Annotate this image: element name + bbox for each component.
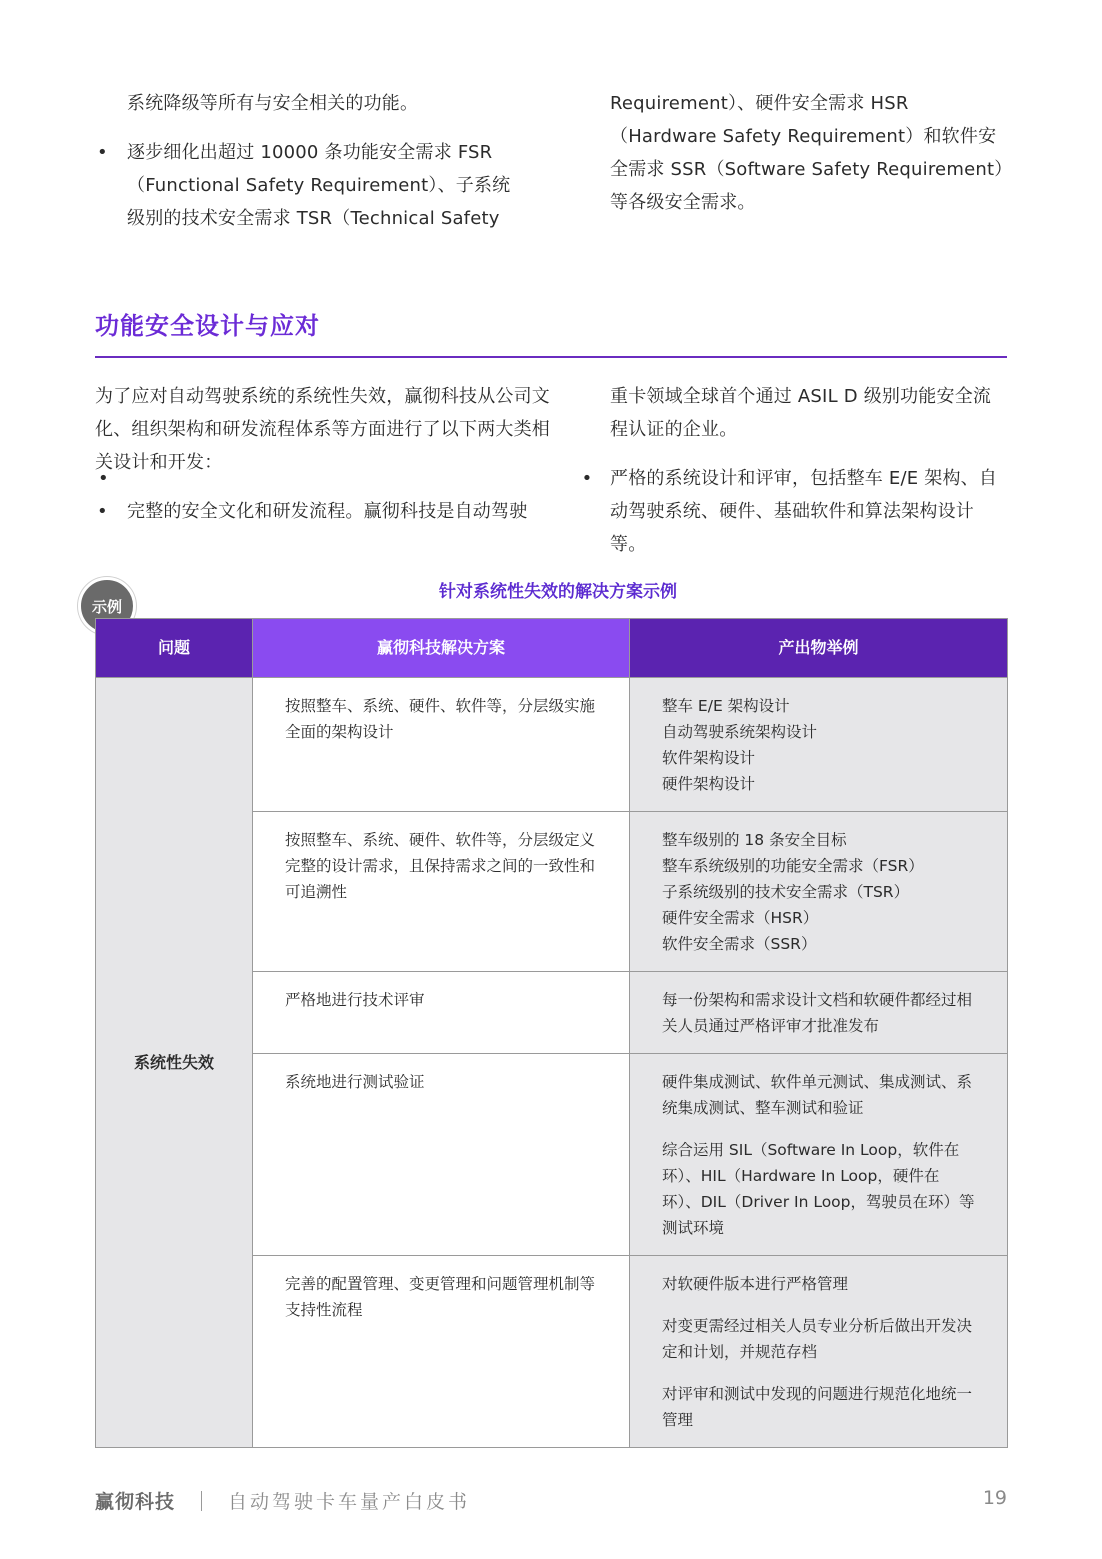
section-title: 功能安全设计与应对 [95,312,320,340]
output-item: 每一份架构和需求设计文档和软硬件都经过相关人员通过严格评审才批准发布 [662,991,973,1035]
top-right-column [610,87,1008,219]
output-item: 硬件安全需求（HSR） [662,909,819,927]
solution-cell: 按照整车、系统、硬件、软件等，分层级实施全面的架构设计 [253,678,630,812]
culture-bullet [95,495,555,528]
output-item: 软件架构设计 [662,749,756,767]
output-item: 对变更需经过相关人员专业分析后做出开发决定和计划，并规范存档 [662,1317,973,1361]
header-output: 产出物举例 [630,619,1008,678]
solution-cell: 完善的配置管理、变更管理和问题管理机制等支持性流程 [253,1256,630,1448]
bullet-dot: • [581,468,593,489]
output-item: 子系统级别的技术安全需求（TSR） [662,883,910,901]
footer [95,1487,470,1514]
header-solution: 赢彻科技解决方案 [253,619,630,678]
output-item: 整车 E/E 架构设计 [662,697,790,715]
fsr-bullet-text: 逐步细化出超过 10000 条功能安全需求 FSR（Functional Safety Requirement）、子系统级别的技术安全需求 TSR（Technical Safety [127,142,511,229]
solution-cell: 按照整车、系统、硬件、软件等，分层级定义完整的设计需求，且保持需求之间的一致性和可追溯性 [253,812,630,972]
page-number: 19 [982,1487,1007,1509]
header-issue: 问题 [96,619,253,678]
fsr-bullet [95,136,527,235]
solution-table [95,618,1008,1448]
section-intro: 为了应对自动驾驶系统的系统性失效，赢彻科技从公司文化、组织架构和研发流程体系等方面进行了以下两大类相关设计和开发： [95,386,550,473]
example-badge: 示例 [78,577,136,635]
table-caption: 针对系统性失效的解决方案示例 [439,582,677,602]
output-cell [630,1256,1008,1448]
top-left-continuation: 系统降级等所有与安全相关的功能。 [127,93,419,114]
output-item: 软件安全需求（SSR） [662,935,817,953]
output-item: 综合运用 SIL（Software In Loop，软件在环）、HIL（Hardware In Loop，硬件在环）、DIL（Driver In Loop，驾驶员在环）等测试环境 [662,1141,975,1237]
bullet-dot: • [97,142,108,163]
output-item: 整车级别的 18 条安全目标 [662,831,847,849]
footer-brand: 赢彻科技 [95,1491,176,1513]
section-left-column [95,380,555,528]
solution-cell: 系统地进行测试验证 [253,1054,630,1256]
table-row [96,678,1008,812]
output-item: 对评审和测试中发现的问题进行规范化地统一管理 [662,1385,973,1429]
output-item: 对软硬件版本进行严格管理 [662,1275,849,1293]
output-cell [630,678,1008,812]
footer-doc-title: 自动驾驶卡车量产白皮书 [228,1491,471,1513]
solution-cell: 严格地进行技术评审 [253,972,630,1054]
table-header-row [96,619,1008,678]
design-review-bullet-text: 严格的系统设计和评审，包括整车 E/E 架构、自动驾驶系统、硬件、基础软件和算法架构设计等。 [610,468,998,555]
bullet-dot: • [97,501,108,522]
top-right-continuation: Requirement）、硬件安全需求 HSR（Hardware Safety Requirement）和软件安全需求 SSR（Software Safety Requirement）等各级安全需求。 [610,93,1004,213]
issue-cell: 系统性失效 [96,678,253,1448]
footer-separator [201,1491,202,1511]
section-right-continuation: 重卡领域全球首个通过 ASIL D 级别功能安全流程认证的企业。 [610,386,992,440]
output-cell [630,812,1008,972]
output-cell [630,1054,1008,1256]
output-cell [630,972,1008,1054]
culture-bullet-text: 完整的安全文化和研发流程。赢彻科技是自动驾驶 [127,501,528,522]
output-item: 硬件集成测试、软件单元测试、集成测试、系统集成测试、整车测试和验证 [662,1073,973,1117]
output-item: 自动驾驶系统架构设计 [662,723,818,741]
section-divider [95,356,1007,358]
output-item: 硬件架构设计 [662,775,756,793]
bullet-dot: • [98,468,109,489]
output-item: 整车系统级别的功能安全需求（FSR） [662,857,924,875]
top-left-column [95,87,527,235]
